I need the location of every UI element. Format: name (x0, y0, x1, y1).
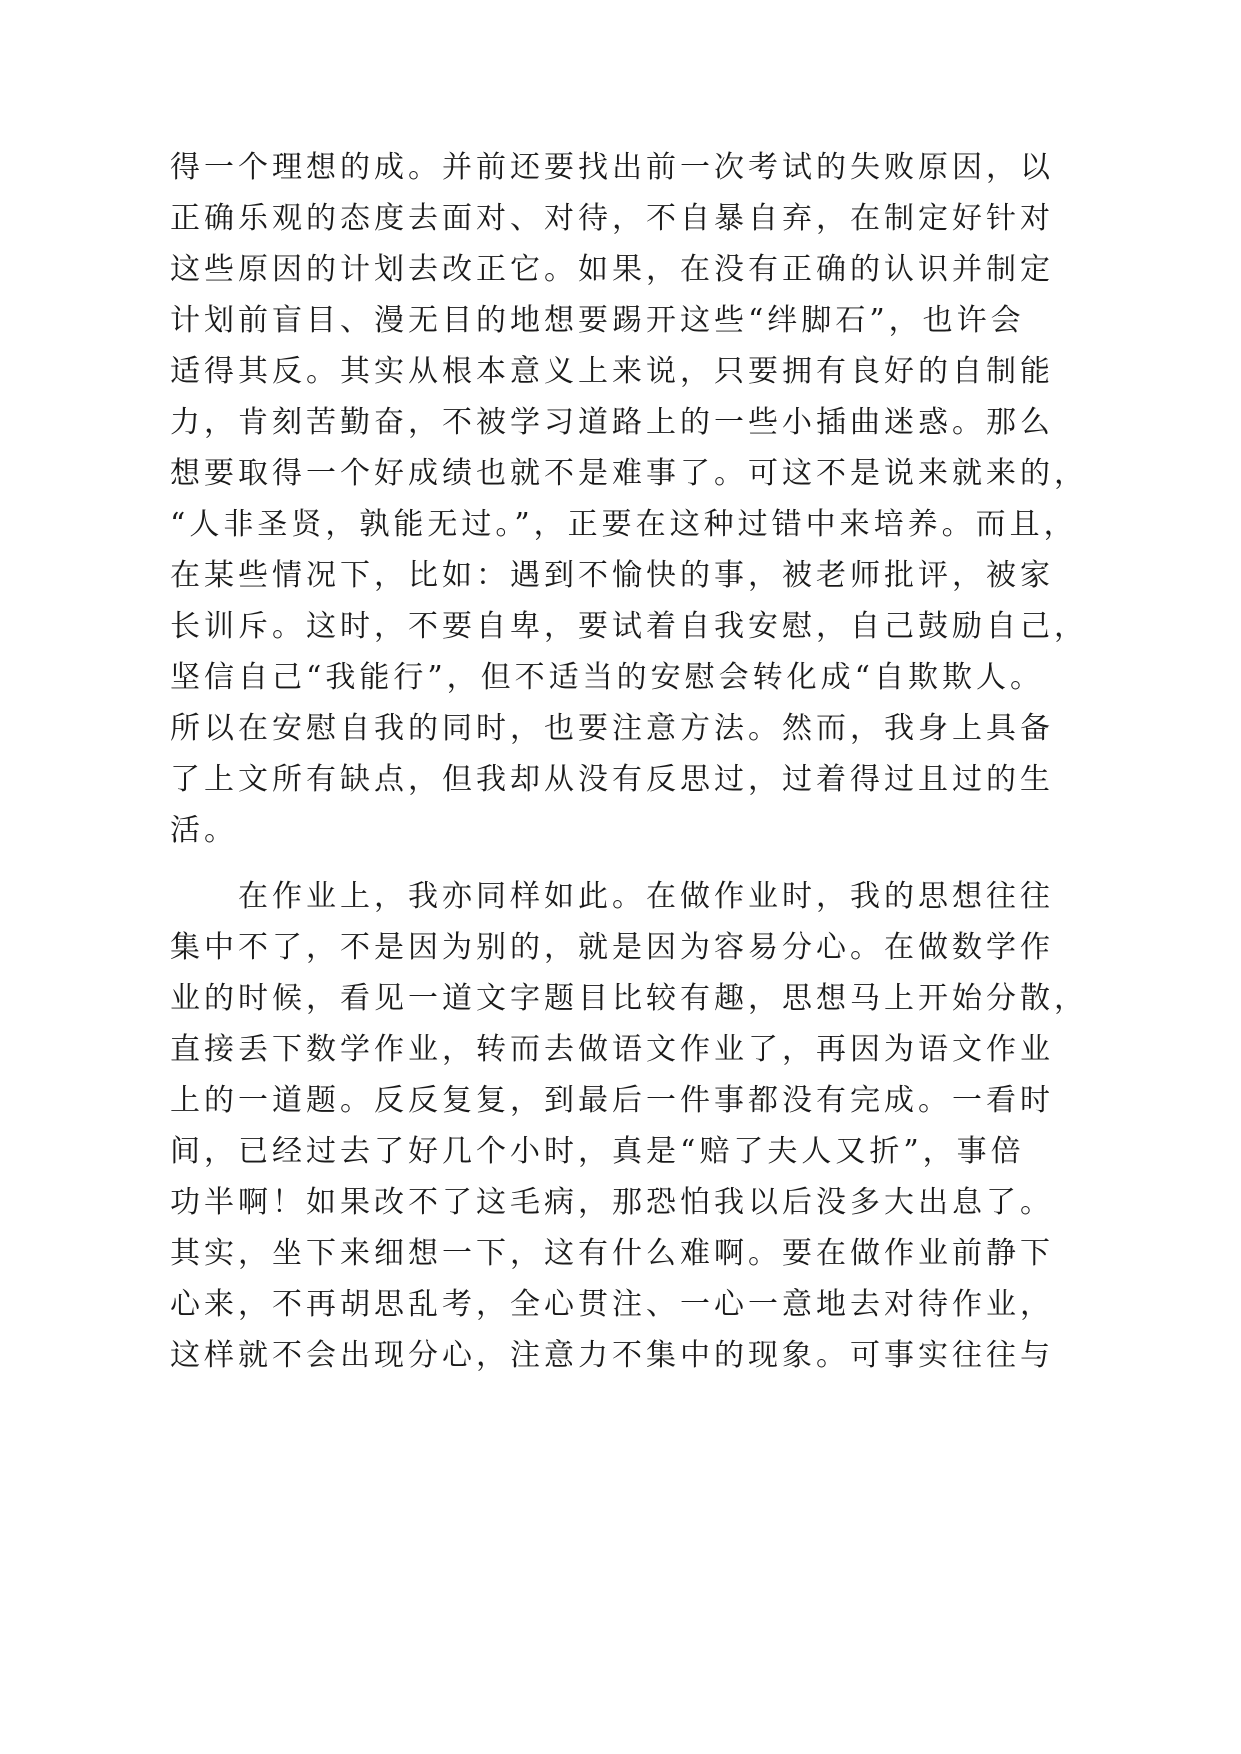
text-line: 适得其反。其实从根本意义上来说，只要拥有良好的自制能 (170, 354, 1054, 389)
text-line: 长训斥。这时，不要自卑，要试着自我安慰，自己鼓励自己， (170, 609, 1088, 644)
text-line: 直接丢下数学作业，转而去做语文作业了，再因为语文作业 (170, 1032, 1054, 1067)
text-line: 正确乐观的态度去面对、对待，不自暴自弃，在制定好针对 (170, 201, 1054, 236)
text-line: 间，已经过去了好几个小时，真是“赔了夫人又折”，事倍 (170, 1134, 1025, 1169)
text-line: 其实，坐下来细想一下，这有什么难啊。要在做作业前静下 (170, 1236, 1054, 1271)
text-line: 活。 (170, 813, 238, 848)
paragraph-2 (170, 871, 1088, 1381)
text-line: 想要取得一个好成绩也就不是难事了。可这不是说来就来的， (170, 456, 1088, 491)
text-line: 坚信自己“我能行”，但不适当的安慰会转化成“自欺欺人。 (170, 660, 1045, 695)
text-line: 在某些情况下，比如：遇到不愉快的事，被老师批评，被家 (170, 558, 1054, 593)
text-line: 功半啊！如果改不了这毛病，那恐怕我以后没多大出息了。 (170, 1185, 1054, 1220)
text-line: 得一个理想的成。并前还要找出前一次考试的失败原因，以 (170, 150, 1054, 185)
text-line: “人非圣贤，孰能无过。”，正要在这种过错中来培养。而且， (170, 507, 1078, 542)
text-line: 计划前盲目、漫无目的地想要踢开这些“绊脚石”，也许会 (170, 303, 1025, 338)
text-line: 这样就不会出现分心，注意力不集中的现象。可事实往往与 (170, 1338, 1054, 1373)
text-line: 所以在安慰自我的同时，也要注意方法。然而，我身上具备 (170, 711, 1054, 746)
text-line: 了上文所有缺点，但我却从没有反思过，过着得过且过的生 (170, 762, 1054, 797)
text-line: 力，肯刻苦勤奋，不被学习道路上的一些小插曲迷惑。那么 (170, 405, 1054, 440)
text-line: 业的时候，看见一道文字题目比较有趣，思想马上开始分散， (170, 981, 1088, 1016)
text-line: 心来，不再胡思乱考，全心贯注、一心一意地去对待作业， (170, 1287, 1054, 1322)
text-line: 在作业上，我亦同样如此。在做作业时，我的思想往往 (170, 879, 1054, 914)
text-line: 这些原因的计划去改正它。如果，在没有正确的认识并制定 (170, 252, 1054, 287)
text-line: 集中不了，不是因为别的，就是因为容易分心。在做数学作 (170, 930, 1054, 965)
paragraph-1 (170, 142, 1088, 856)
text-line: 上的一道题。反反复复，到最后一件事都没有完成。一看时 (170, 1083, 1054, 1118)
